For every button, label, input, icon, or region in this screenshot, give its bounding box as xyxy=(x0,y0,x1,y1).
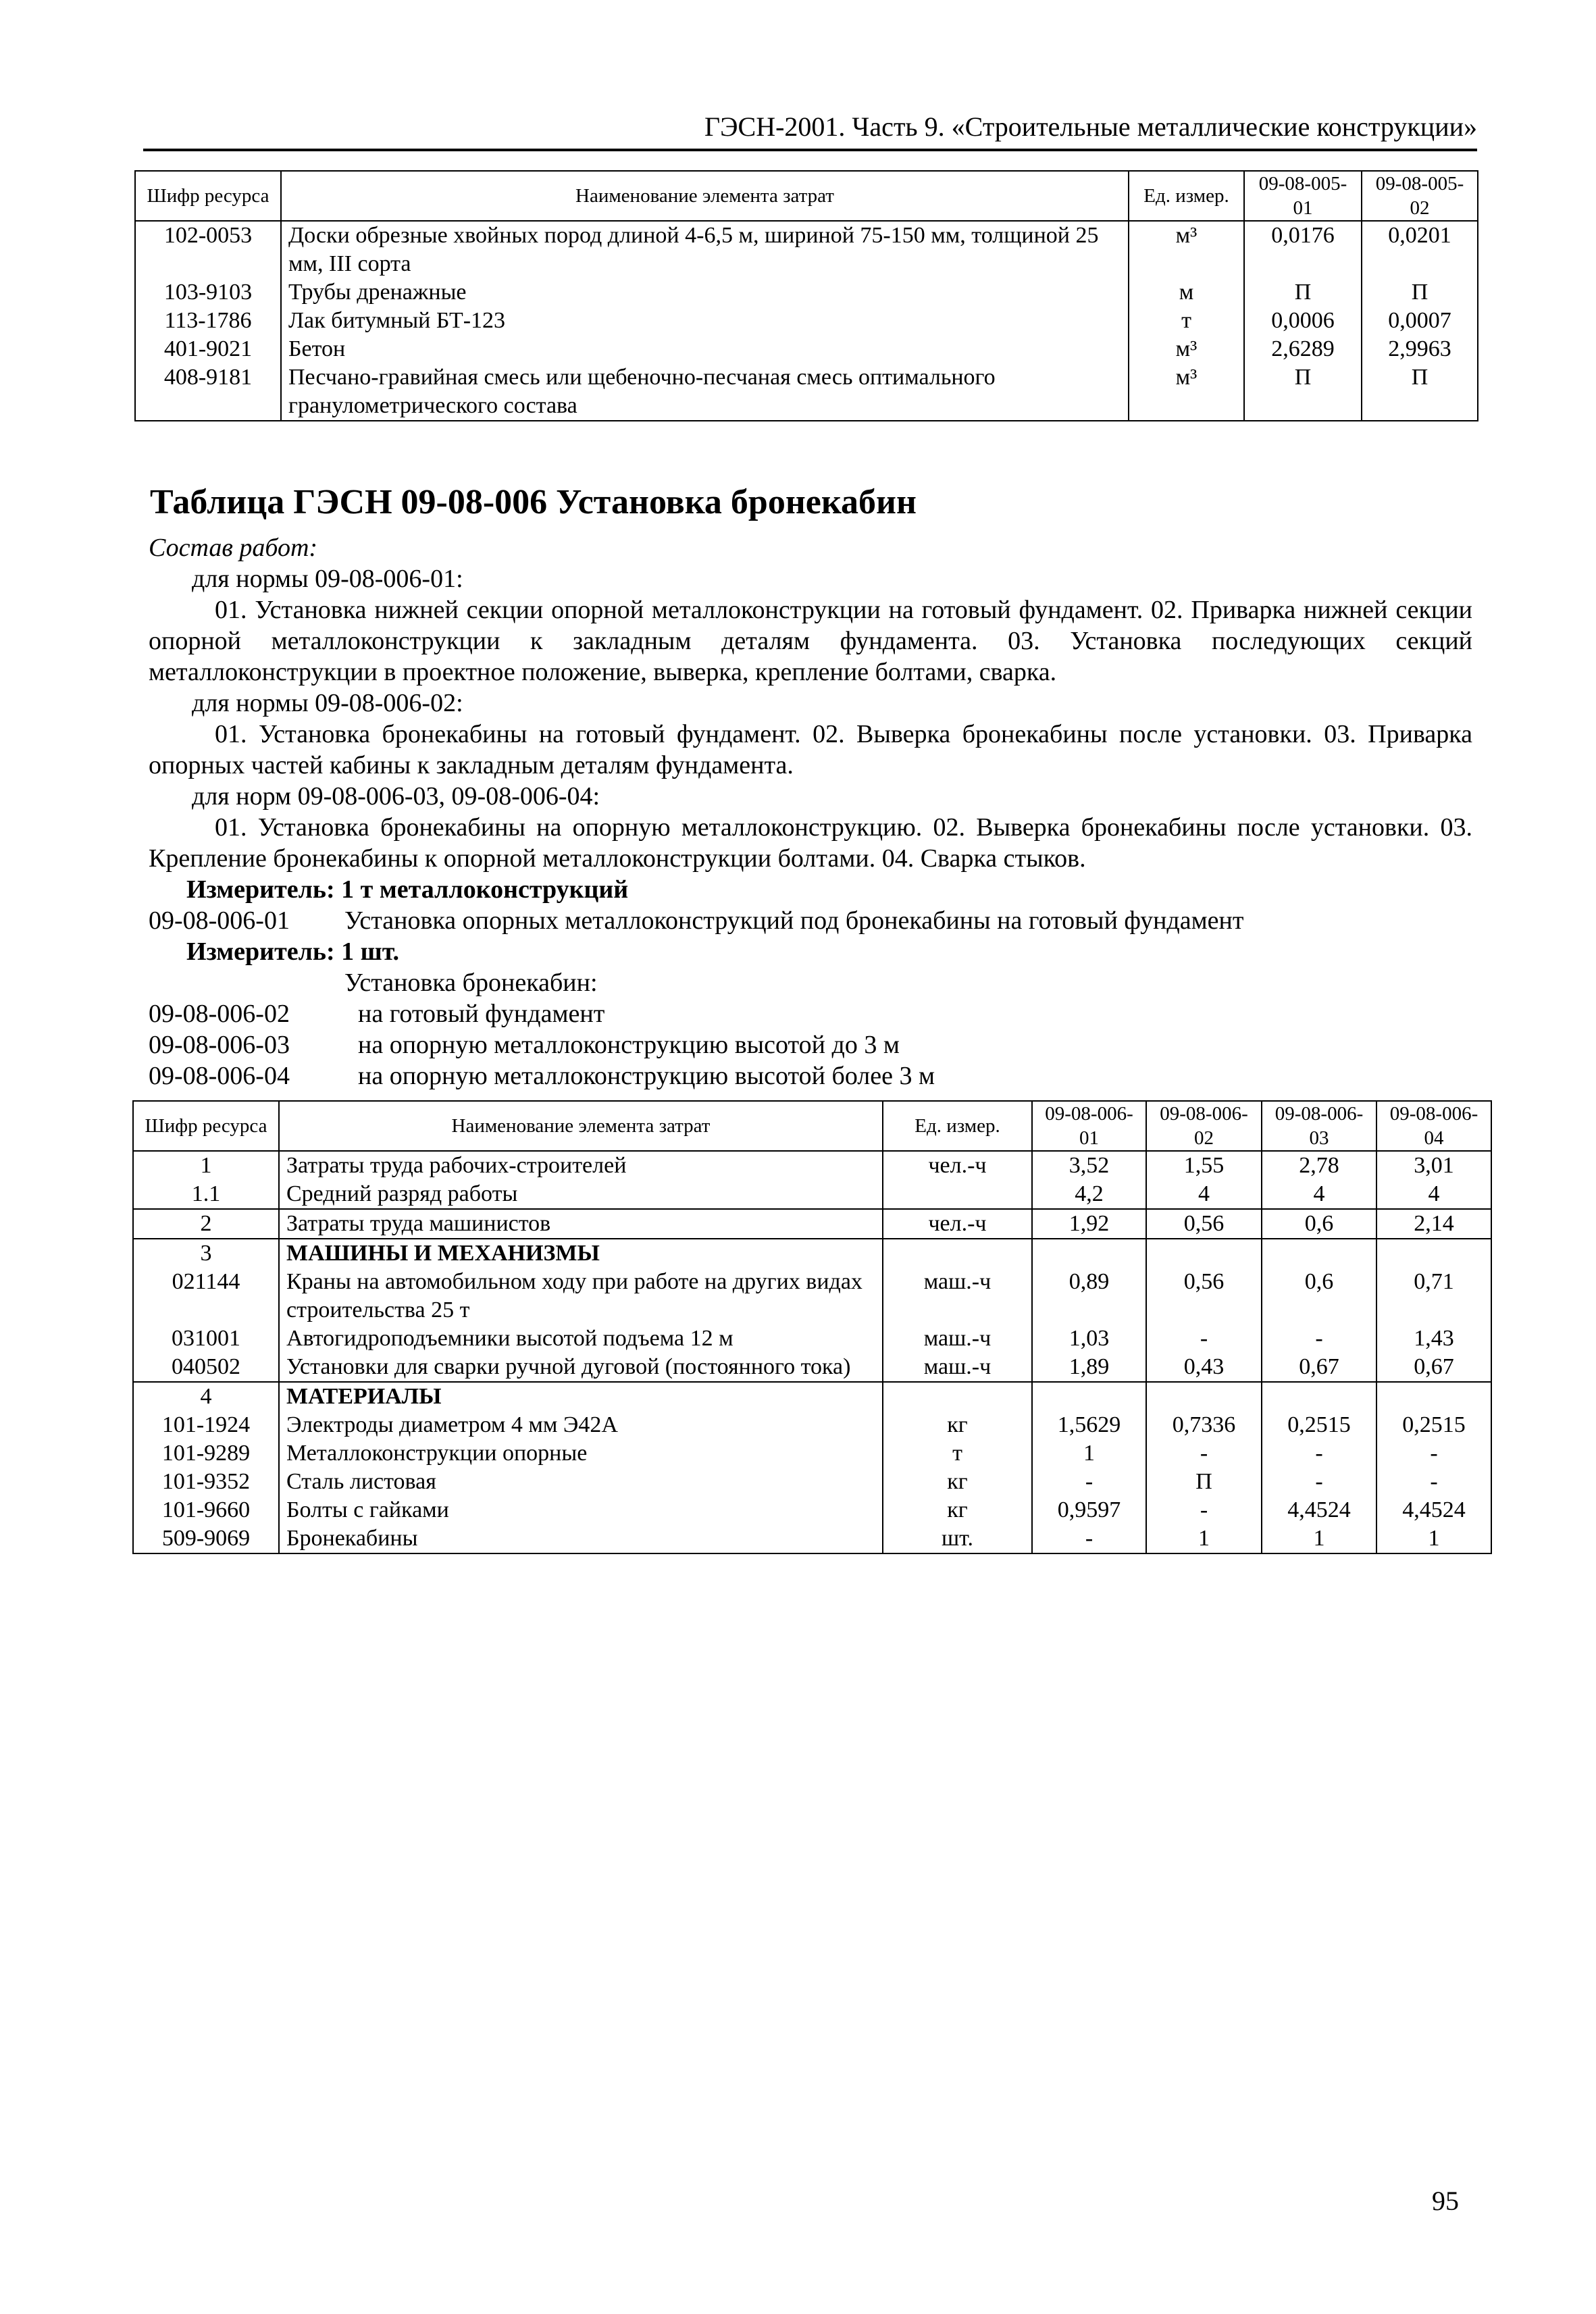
table-row: 101-9660 Болты с гайками кг 0,9597 - 4,4524 4,4524 xyxy=(133,1496,1491,1524)
norm-text: Установка опорных металлоконструкций под бронекабины на готовый фундамент xyxy=(344,906,1244,935)
table-row: 2 Затраты труда машинистов чел.-ч 1,92 0,56 0,6 2,14 xyxy=(133,1209,1491,1239)
table-header-row xyxy=(133,1101,1491,1151)
table-row: 4 МАТЕРИАЛЫ xyxy=(133,1382,1491,1411)
table-header-row xyxy=(135,171,1478,221)
table-row: 103-9103 Трубы дренажные м П П xyxy=(135,278,1478,307)
norm-code: 09-08-006-03 xyxy=(149,1031,290,1059)
page-number: 95 xyxy=(1432,2186,1459,2216)
composition-text: 01. Установка бронекабины на готовый фундамент. 02. Выверка бронекабины после установки. 03. Приварка опорных частей кабины к закладным деталям фундамента. xyxy=(149,720,1472,779)
section-title: Таблица ГЭСН 09-08-006 Установка бронекабин xyxy=(150,483,917,521)
table-row: 021144 Краны на автомобильном ходу при работе на других видах строительства 25 т маш.-ч 0,89 0,56 0,6 0,71 xyxy=(133,1268,1491,1325)
col-code-header: Шифр ресурса xyxy=(135,171,281,221)
norm-label: для нормы 09-08-006-02: xyxy=(192,689,463,717)
col-unit-header: Ед. измер. xyxy=(1129,171,1244,221)
norm-text: на опорную металлоконструкцию высотой более 3 м xyxy=(358,1062,935,1090)
norm-label: для норм 09-08-006-03, 09-08-006-04: xyxy=(192,782,600,811)
composition-text: 01. Установка бронекабины на опорную металлоконструкцию. 02. Выверка бронекабины после установки. 03. Крепление бронекабины к опорной металлоконструкции болтами. 04. Сварка стыков. xyxy=(149,813,1472,873)
meter-line: Измеритель: 1 т металлоконструкций xyxy=(186,875,629,904)
norm-line xyxy=(149,905,1472,936)
composition-heading: Состав работ: xyxy=(149,534,318,562)
composition-text: 01. Установка нижней секции опорной металлоконструкции на готовый фундамент. 02. Приварка нижней секции опорной металлоконструкции к закладным деталям фундамента. 03. Установка последующих секций металлоконструкции в проектное положение, выверка, крепление болтами, сварка. xyxy=(149,596,1472,686)
norm-text: на опорную металлоконструкцию высотой до 3 м xyxy=(358,1031,900,1059)
col-name-header: Наименование элемента затрат xyxy=(281,171,1129,221)
col-norm-header: 09-08-006-03 xyxy=(1262,1101,1376,1151)
table-row: 401-9021 Бетон м³ 2,6289 2,9963 xyxy=(135,335,1478,363)
col-code-header: Шифр ресурса xyxy=(133,1101,279,1151)
table-row: 408-9181 Песчано-гравийная смесь или щебеночно-песчаная смесь оптимального гранулометрического состава м³ П П xyxy=(135,363,1478,421)
table-row: 3 МАШИНЫ И МЕХАНИЗМЫ xyxy=(133,1239,1491,1268)
col-unit-header: Ед. измер. xyxy=(883,1101,1032,1151)
norm-text: на готовый фундамент xyxy=(358,1000,605,1028)
norm-label: для нормы 09-08-006-01: xyxy=(192,565,463,593)
table-row: 509-9069 Бронекабины шт. - 1 1 1 xyxy=(133,1524,1491,1553)
sub-heading: Установка бронекабин: xyxy=(344,969,598,997)
table-row: 031001 Автогидроподъемники высотой подъема 12 м маш.-ч 1,03 - - 1,43 xyxy=(133,1325,1491,1353)
norm-code: 09-08-006-02 xyxy=(149,1000,290,1028)
resource-table-005 xyxy=(134,170,1478,421)
col-norm-header: 09-08-006-01 xyxy=(1032,1101,1146,1151)
table-row: 1.1 Средний разряд работы 4,2 4 4 4 xyxy=(133,1180,1491,1209)
col-norm-header: 09-08-005-02 xyxy=(1362,171,1478,221)
norm-code: 09-08-006-04 xyxy=(149,1062,290,1090)
col-norm-header: 09-08-006-02 xyxy=(1146,1101,1262,1151)
table-row: 101-9289 Металлоконструкции опорные т 1 - - - xyxy=(133,1439,1491,1468)
table-row: 040502 Установки для сварки ручной дуговой (постоянного тока) маш.-ч 1,89 0,43 0,67 0,67 xyxy=(133,1353,1491,1382)
meter-line: Измеритель: 1 шт. xyxy=(186,937,400,966)
col-norm-header: 09-08-006-04 xyxy=(1376,1101,1491,1151)
col-norm-header: 09-08-005-01 xyxy=(1244,171,1362,221)
col-name-header: Наименование элемента затрат xyxy=(279,1101,883,1151)
resource-table-006 xyxy=(132,1100,1492,1554)
norm-line xyxy=(149,1060,1472,1091)
norm-line xyxy=(149,998,1472,1029)
running-header: ГЭСН-2001. Часть 9. «Строительные металлические конструкции» xyxy=(143,108,1477,151)
norm-line xyxy=(149,1029,1472,1060)
table-row: 101-1924 Электроды диаметром 4 мм Э42А кг 1,5629 0,7336 0,2515 0,2515 xyxy=(133,1411,1491,1439)
table-row: 113-1786 Лак битумный БТ-123 т 0,0006 0,0007 xyxy=(135,307,1478,335)
table-row: 1 Затраты труда рабочих-строителей чел.-ч 3,52 1,55 2,78 3,01 xyxy=(133,1151,1491,1180)
section-body xyxy=(149,532,1472,1091)
norm-code: 09-08-006-01 xyxy=(149,906,290,935)
table-row: 101-9352 Сталь листовая кг - П - - xyxy=(133,1468,1491,1496)
table-row: 102-0053 Доски обрезные хвойных пород длиной 4-6,5 м, шириной 75-150 мм, толщиной 25 мм, III сорта м³ 0,0176 0,0201 xyxy=(135,221,1478,278)
